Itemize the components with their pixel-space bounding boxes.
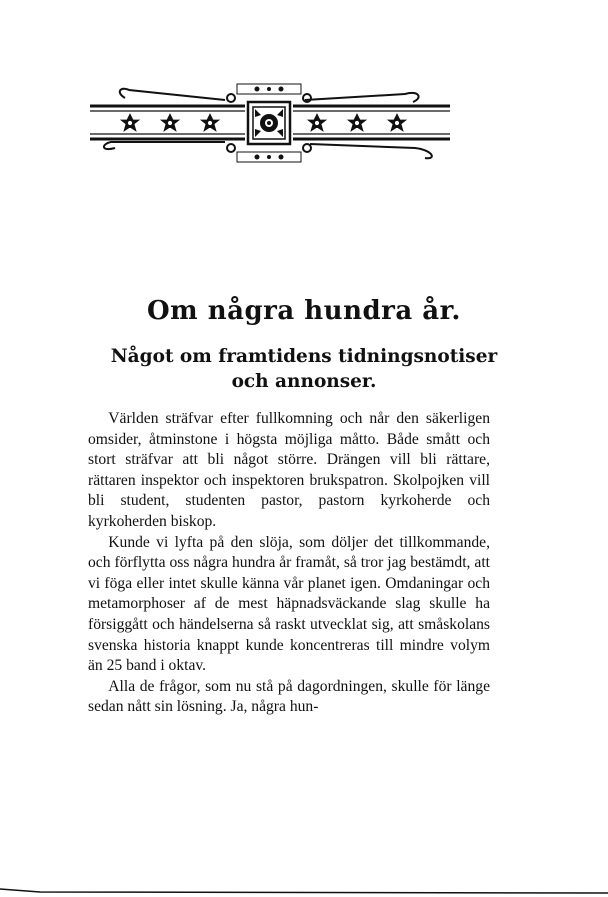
paragraph: Världen sträfvar efter fullkomning och når den säkerligen omsider, åtminstone i högsta möjliga måtto. Både smått och stort sträfvar att bli något större. Drängen vill bli rättare, rättaren inspektor och inspektoren brukspatron. Skolpojken vill bli student, studenten pastor, pastorn kyrkoherde och kyrkoherden biskop. bbox=[88, 410, 490, 530]
page-edge-shadow bbox=[0, 886, 608, 897]
paragraph: Kunde vi lyfta på den slöja, som döljer det tillkommande, och förflytta oss några hundra år framåt, så tror jag bestämdt, att vi föga eller intet skulle känna vår planet igen. Omdaningar och metamorphoser af de mest häpnadsväckande slag skulle ha försiggått och händelserna så raskt utvecklat sig, att småskolans svenska historia knappt kunde koncentreras till mindre volym än 25 band i oktav. bbox=[88, 533, 490, 675]
subtitle-line: Något om framtidens tidningsnotiser bbox=[110, 346, 498, 367]
body-text bbox=[88, 409, 490, 718]
page-title: Om några hundra år. bbox=[147, 296, 461, 326]
page-subtitle bbox=[0, 344, 608, 394]
paragraph: Alla de frågor, som nu stå på dagordningen, skulle för länge sedan nått sin lösning. Ja, några hun- bbox=[88, 677, 490, 716]
ornamental-headpiece-icon bbox=[85, 72, 455, 172]
subtitle-line: och annonser. bbox=[231, 371, 377, 392]
